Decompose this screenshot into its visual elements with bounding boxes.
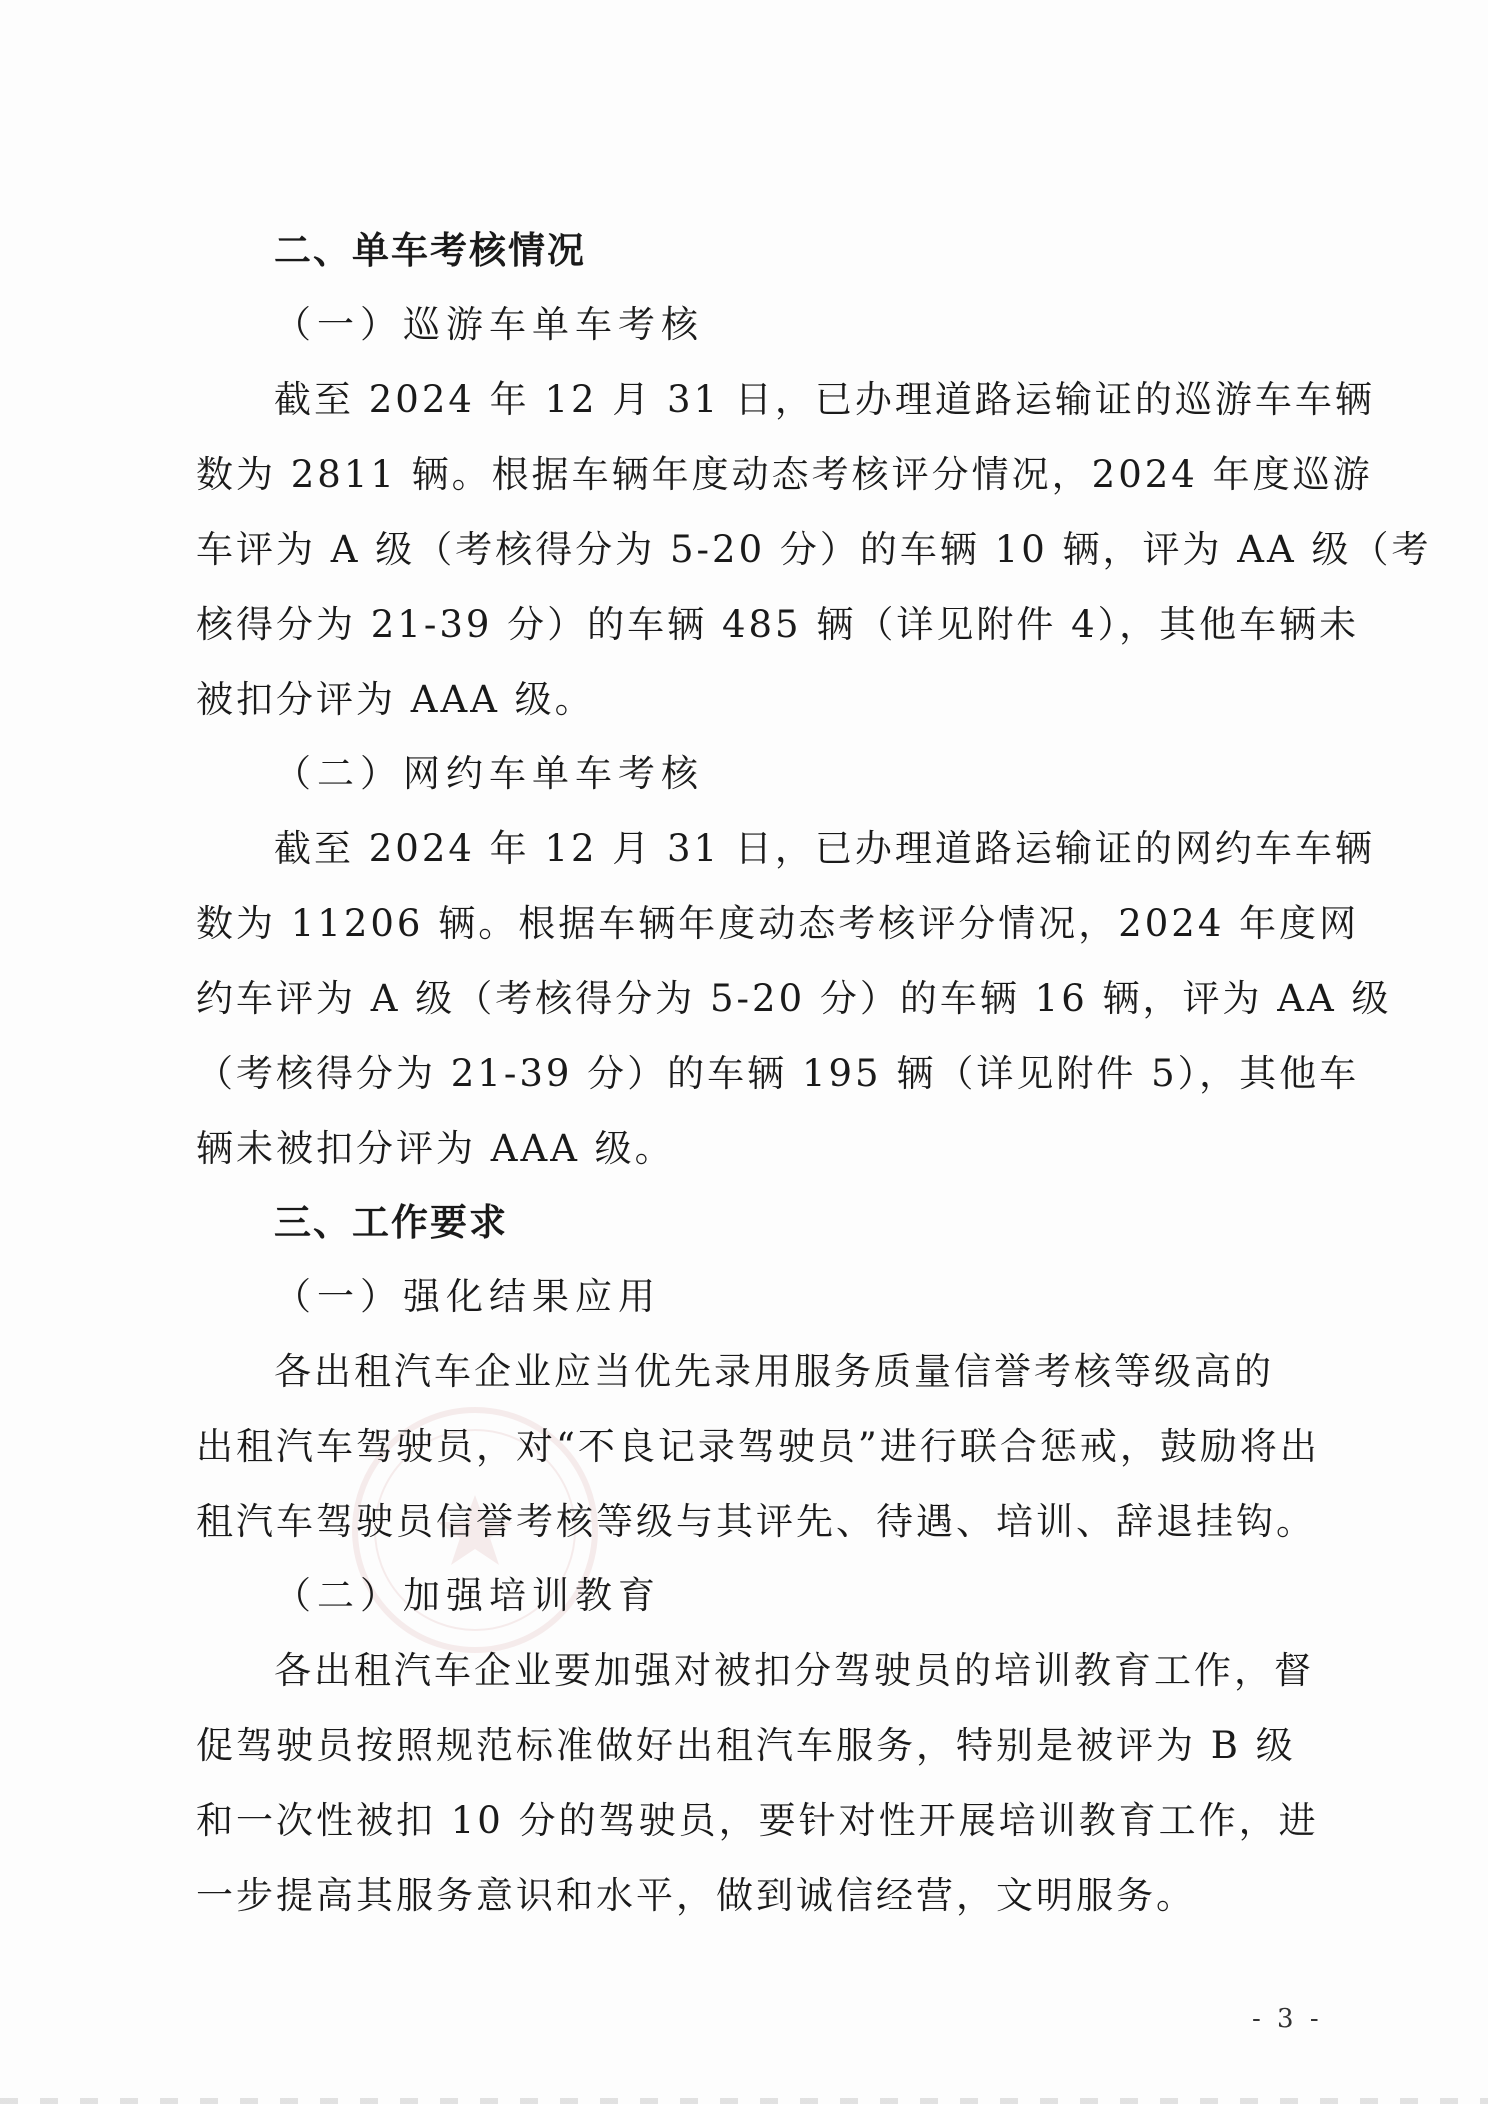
subsection-title: （一）强化结果应用	[274, 1275, 661, 1318]
text-line: 被扣分评为 AAA 级。	[196, 678, 595, 721]
subsection-title: （二）加强培训教育	[274, 1574, 661, 1617]
text-line: 车评为 A 级（考核得分为 5-20 分）的车辆 10 辆，评为 AA 级（考	[196, 528, 1432, 571]
section-heading: 二、单车考核情况	[274, 229, 586, 272]
text-line: 促驾驶员按照规范标准做好出租汽车服务，特别是被评为 B 级	[196, 1724, 1296, 1767]
subsection-title: （二）网约车单车考核	[274, 752, 704, 795]
text-line: 出租汽车驾驶员，对“不良记录驾驶员”进行联合惩戒，鼓励将出	[196, 1425, 1320, 1468]
text-line: 一步提高其服务意识和水平，做到诚信经营，文明服务。	[196, 1874, 1196, 1917]
paragraph	[196, 811, 1392, 1186]
text-line: 截至 2024 年 12 月 31 日，已办理道路运输证的巡游车车辆	[274, 378, 1375, 421]
scan-edge-artifact	[0, 2098, 1488, 2104]
paragraph	[196, 1633, 1319, 1933]
subsection-title: （一）巡游车单车考核	[274, 303, 704, 346]
paragraph	[196, 362, 1432, 737]
text-line: 各出租汽车企业应当优先录用服务质量信誉考核等级高的	[274, 1350, 1274, 1393]
text-line: 各出租汽车企业要加强对被扣分驾驶员的培训教育工作，督	[274, 1649, 1314, 1692]
text-line: （考核得分为 21-39 分）的车辆 195 辆（详见附件 5），其他车	[196, 1052, 1360, 1095]
paragraph	[196, 1334, 1320, 1559]
text-line: 租汽车驾驶员信誉考核等级与其评先、待遇、培训、辞退挂钩。	[196, 1500, 1316, 1543]
document-body	[196, 214, 1432, 1933]
text-line: 和一次性被扣 10 分的驾驶员，要针对性开展培训教育工作，进	[196, 1799, 1319, 1842]
section-heading: 三、工作要求	[274, 1201, 508, 1244]
text-line: 约车评为 A 级（考核得分为 5-20 分）的车辆 16 辆，评为 AA 级	[196, 977, 1392, 1020]
text-line: 数为 2811 辆。根据车辆年度动态考核评分情况，2024 年度巡游	[196, 453, 1373, 496]
page-number: - 3 -	[1252, 2004, 1323, 2034]
text-line: 辆未被扣分评为 AAA 级。	[196, 1127, 675, 1170]
text-line: 数为 11206 辆。根据车辆年度动态考核评分情况，2024 年度网	[196, 902, 1360, 945]
text-line: 核得分为 21-39 分）的车辆 485 辆（详见附件 4），其他车辆未	[196, 603, 1360, 646]
text-line: 截至 2024 年 12 月 31 日，已办理道路运输证的网约车车辆	[274, 827, 1375, 870]
